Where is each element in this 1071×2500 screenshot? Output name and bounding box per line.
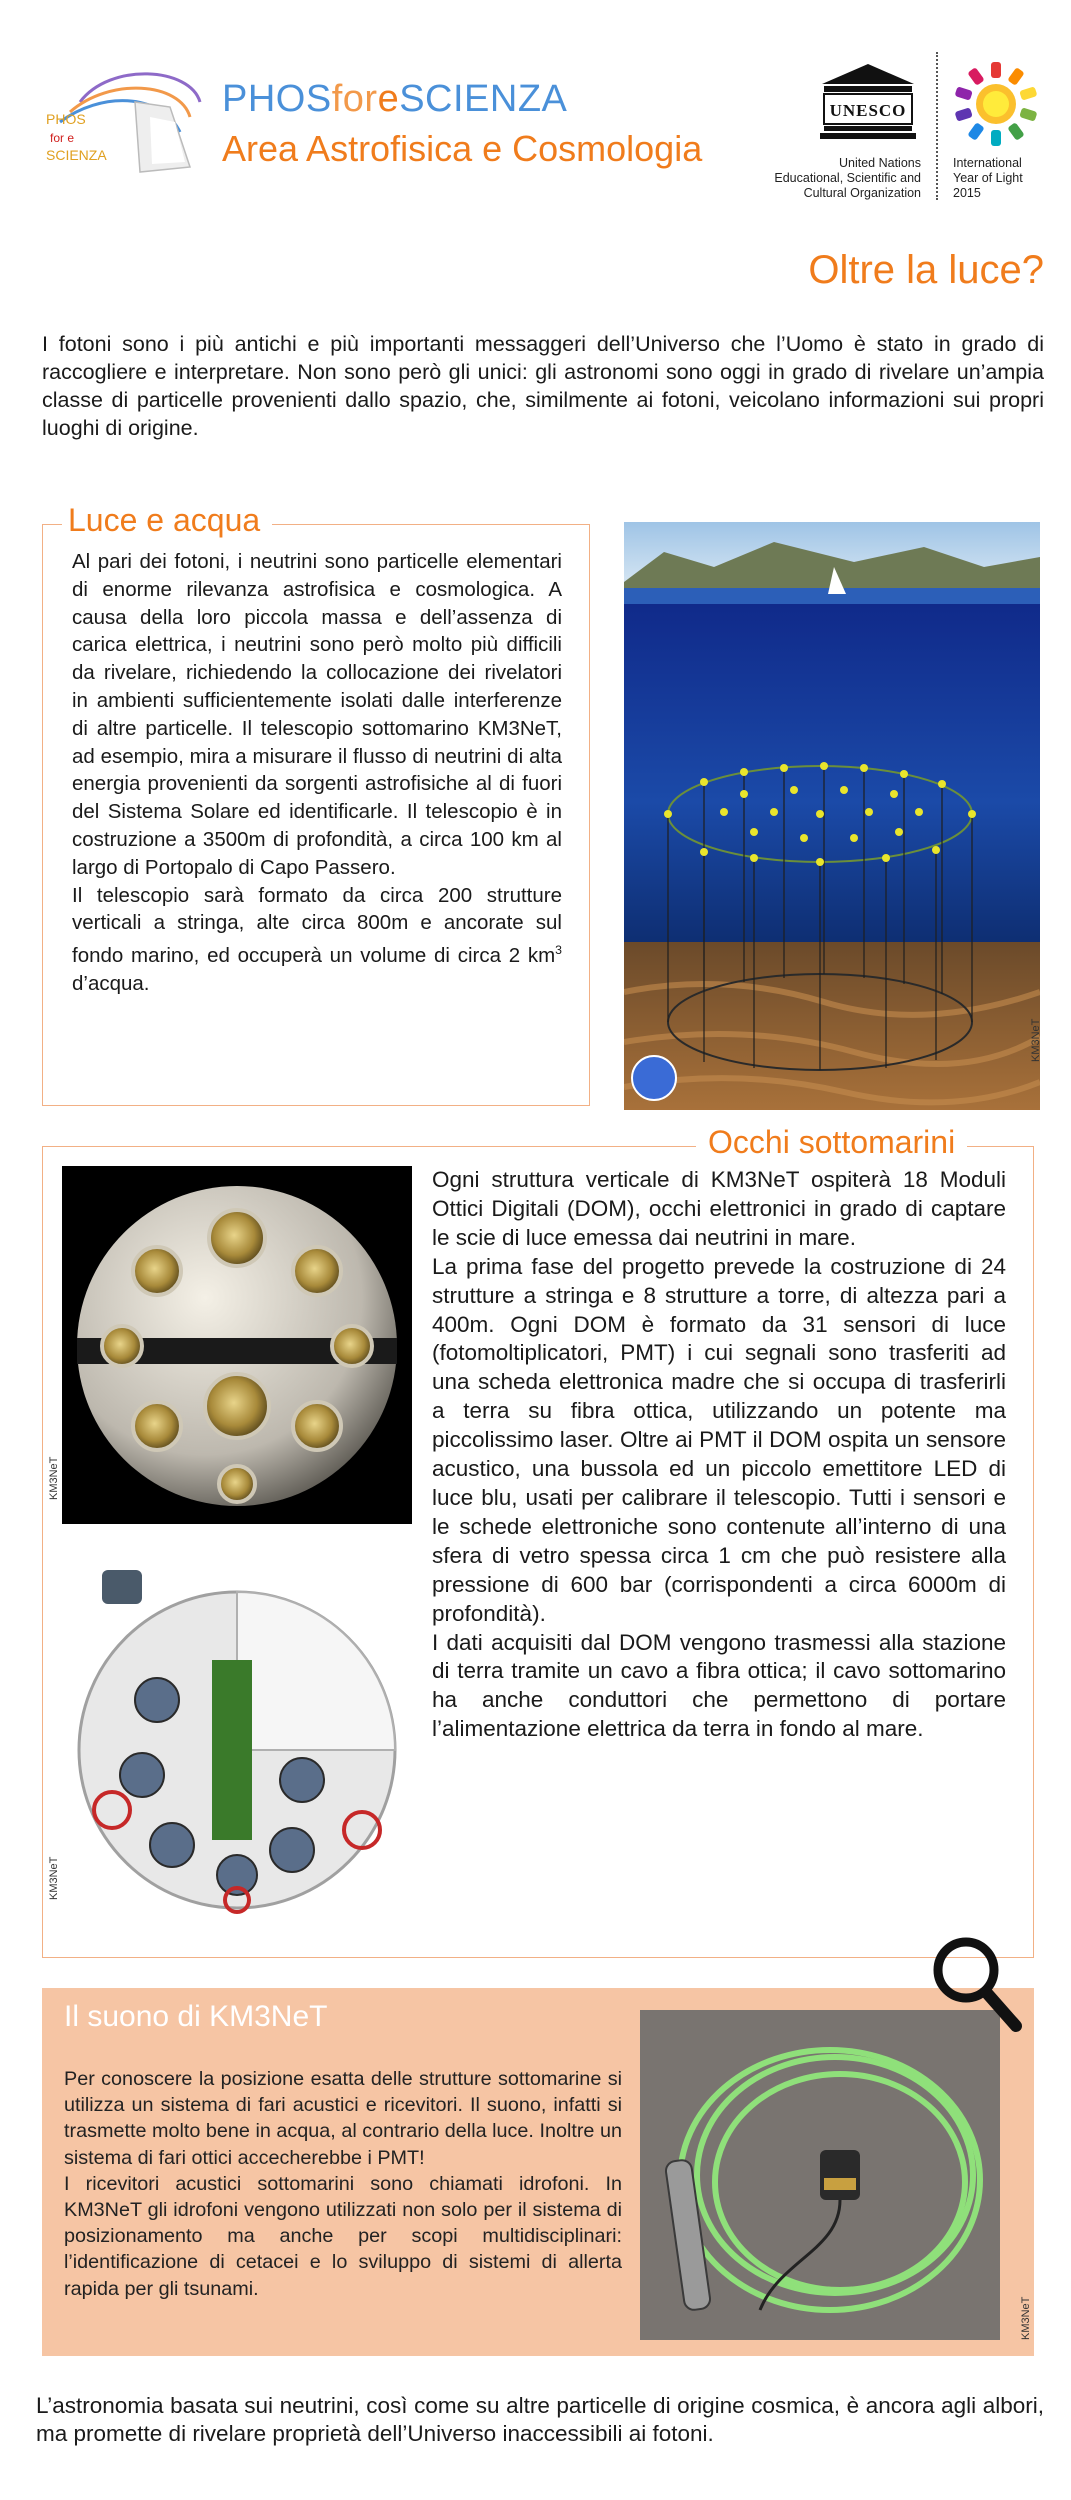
svg-text:SCIENZA: SCIENZA <box>46 147 107 163</box>
undersea-telescope-illustration <box>624 522 1040 1110</box>
section-occhi-sottomarini-text <box>432 1166 1006 1744</box>
paragraph: Per conoscere la posizione esatta delle strutture sottomarine si utilizza un sistema di fari acustici e ricevitori. Il suono, infatti si trasmette molto bene in acqua, al contrario della luce. Inoltre un sistema di fari ottici accecherebbe i PMT! <box>64 2068 622 2169</box>
paragraph-text: d’acqua. <box>72 971 150 995</box>
section-il-suono-text <box>64 2066 622 2302</box>
brand-part-phos: PHOS <box>222 78 332 120</box>
image-credit: KM3NeT <box>48 1856 60 1900</box>
iyl-caption-line: 2015 <box>953 186 981 200</box>
paragraph: Al pari dei fotoni, i neutrini sono particelle elementari di enorme rilevanza astrofisica e cosmologica. A causa della loro piccola massa e dell’assenza di carica elettrica, i neutrini sono però molto più difficili da rivelare, richiedendo la collocazione dei rivelatori in ambienti sufficientemente isolati dalle interferenze di altre particelle. Il telescopio sottomarino KM3NeT, ad esempio, mira a misurare il flusso di neutrini di alta energia provenienti da sorgenti astrofisiche al di fuori del Sistema Solare ed identificarle. Il telescopio è in costruzione a 3500m di profondità, a circa 100 km al largo di Portopalo di Capo Passero. <box>72 550 562 879</box>
unesco-caption-line: Educational, Scientific and <box>774 171 921 185</box>
brand-part-scienza: SCIENZA <box>399 78 568 120</box>
svg-text:UNESCO: UNESCO <box>829 101 907 120</box>
unesco-caption-line: United Nations <box>839 156 921 170</box>
dom-sphere-photo <box>62 1166 412 1524</box>
paragraph <box>72 882 562 998</box>
paragraph: Ogni struttura verticale di KM3NeT ospiterà 18 Moduli Ottici Digitali (DOM), occhi elettronici in grado di captare le scie di luce emessa dai neutrini in mare. <box>432 1167 1006 1250</box>
section-title-luce-e-acqua: Luce e acqua <box>62 502 272 539</box>
section-title-occhi-sottomarini: Occhi sottomarini <box>696 1124 967 1161</box>
header-divider <box>936 52 938 200</box>
paragraph-text: Il telescopio sarà formato da circa 200 strutture verticali a stringa, alte circa 800m e ancorate sul fondo marino, ed occuperà un volume di circa 2 km <box>72 883 562 967</box>
international-year-of-light-icon <box>952 60 1040 148</box>
section-luce-e-acqua-text <box>72 548 562 998</box>
intro-paragraph: I fotoni sono i più antichi e più importanti messaggeri dell’Universo che l’Uomo è stato in grado di raccogliere e interpretare. Non sono però gli unici: gli astronomi sono oggi in grado di rivelare un’ampia classe di particelle provenienti dallo spazio, che, similmente ai fotoni, veicolano informazioni sui propri luoghi di origine. <box>42 332 1044 440</box>
phos-for-e-scienza-logo-icon <box>40 62 210 182</box>
paragraph: La prima fase del progetto prevede la costruzione di 24 strutture a stringa e 8 strutture a torre, di altezza pari a 400m. Ogni DOM è formato da 31 sensori di luce (fotomoltiplicatori, PMT) i cui segnali sono trasferiti ad una scheda elettronica madre che si occupa di trasferirli a terra su fibra ottica, utilizzando un potente ma piccolissimo laser. Oltre ai PMT il DOM ospita un sensore acustico, una bussola ed un piccolo emettitore LED di luce blu, usati per calibrare il telescopio. Tutti i sensori e le schede elettroniche sono contenute all’interno di una sfera di vetro spessa circa 1 cm che può resistere alla pressione di 600 bar (corrispondenti a circa 6000m di profondità). <box>432 1253 1006 1626</box>
iyl-caption <box>953 156 1053 201</box>
iyl-caption-line: International <box>953 156 1022 170</box>
brand-part-for: for <box>331 78 378 120</box>
paragraph: I dati acquisiti dal DOM vengono trasmessi alla stazione di terra tramite un cavo a fibra ottica; il cavo sottomarino ha anche conduttori che permettono di portare l’alimentazione elettrica da terra in fondo al mare. <box>432 1629 1006 1742</box>
image-credit: KM3NeT <box>1030 1018 1042 1062</box>
paragraph: I ricevitori acustici sottomarini sono chiamati idrofoni. In KM3NeT gli idrofoni vengono utilizzati non solo per il sistema di posizionamento ma anche per scopi multidisciplinari: l’identificazione di cetacei e lo sviluppo di sistemi di allerta rapida per gli tsunami. <box>64 2172 622 2300</box>
brand-part-e: e <box>377 78 400 120</box>
dom-cutaway-render <box>62 1550 412 1918</box>
magnifier-icon <box>926 1930 1026 2040</box>
svg-text:for e: for e <box>50 131 75 145</box>
unesco-caption <box>756 156 921 201</box>
unesco-caption-line: Cultural Organization <box>803 186 921 200</box>
image-credit: KM3NeT <box>48 1456 60 1500</box>
superscript: 3 <box>555 943 562 958</box>
svg-text:PHOS: PHOS <box>46 111 86 127</box>
brand-title <box>222 78 567 121</box>
image-credit: KM3NeT <box>1020 2296 1032 2340</box>
hydrophone-photo <box>640 2010 1000 2340</box>
section-title-il-suono: Il suono di KM3NeT <box>64 2000 328 2033</box>
iyl-caption-line: Year of Light <box>953 171 1023 185</box>
unesco-temple-icon <box>818 62 918 142</box>
page-title: Oltre la luce? <box>808 248 1044 292</box>
closing-paragraph: L’astronomia basata sui neutrini, così come su altre particelle di origine cosmica, è ancora agli albori, ma promette di rivelare proprietà dell’Universo inaccessibili ai fotoni. <box>36 2393 1044 2446</box>
brand-subtitle: Area Astrofisica e Cosmologia <box>222 128 703 169</box>
